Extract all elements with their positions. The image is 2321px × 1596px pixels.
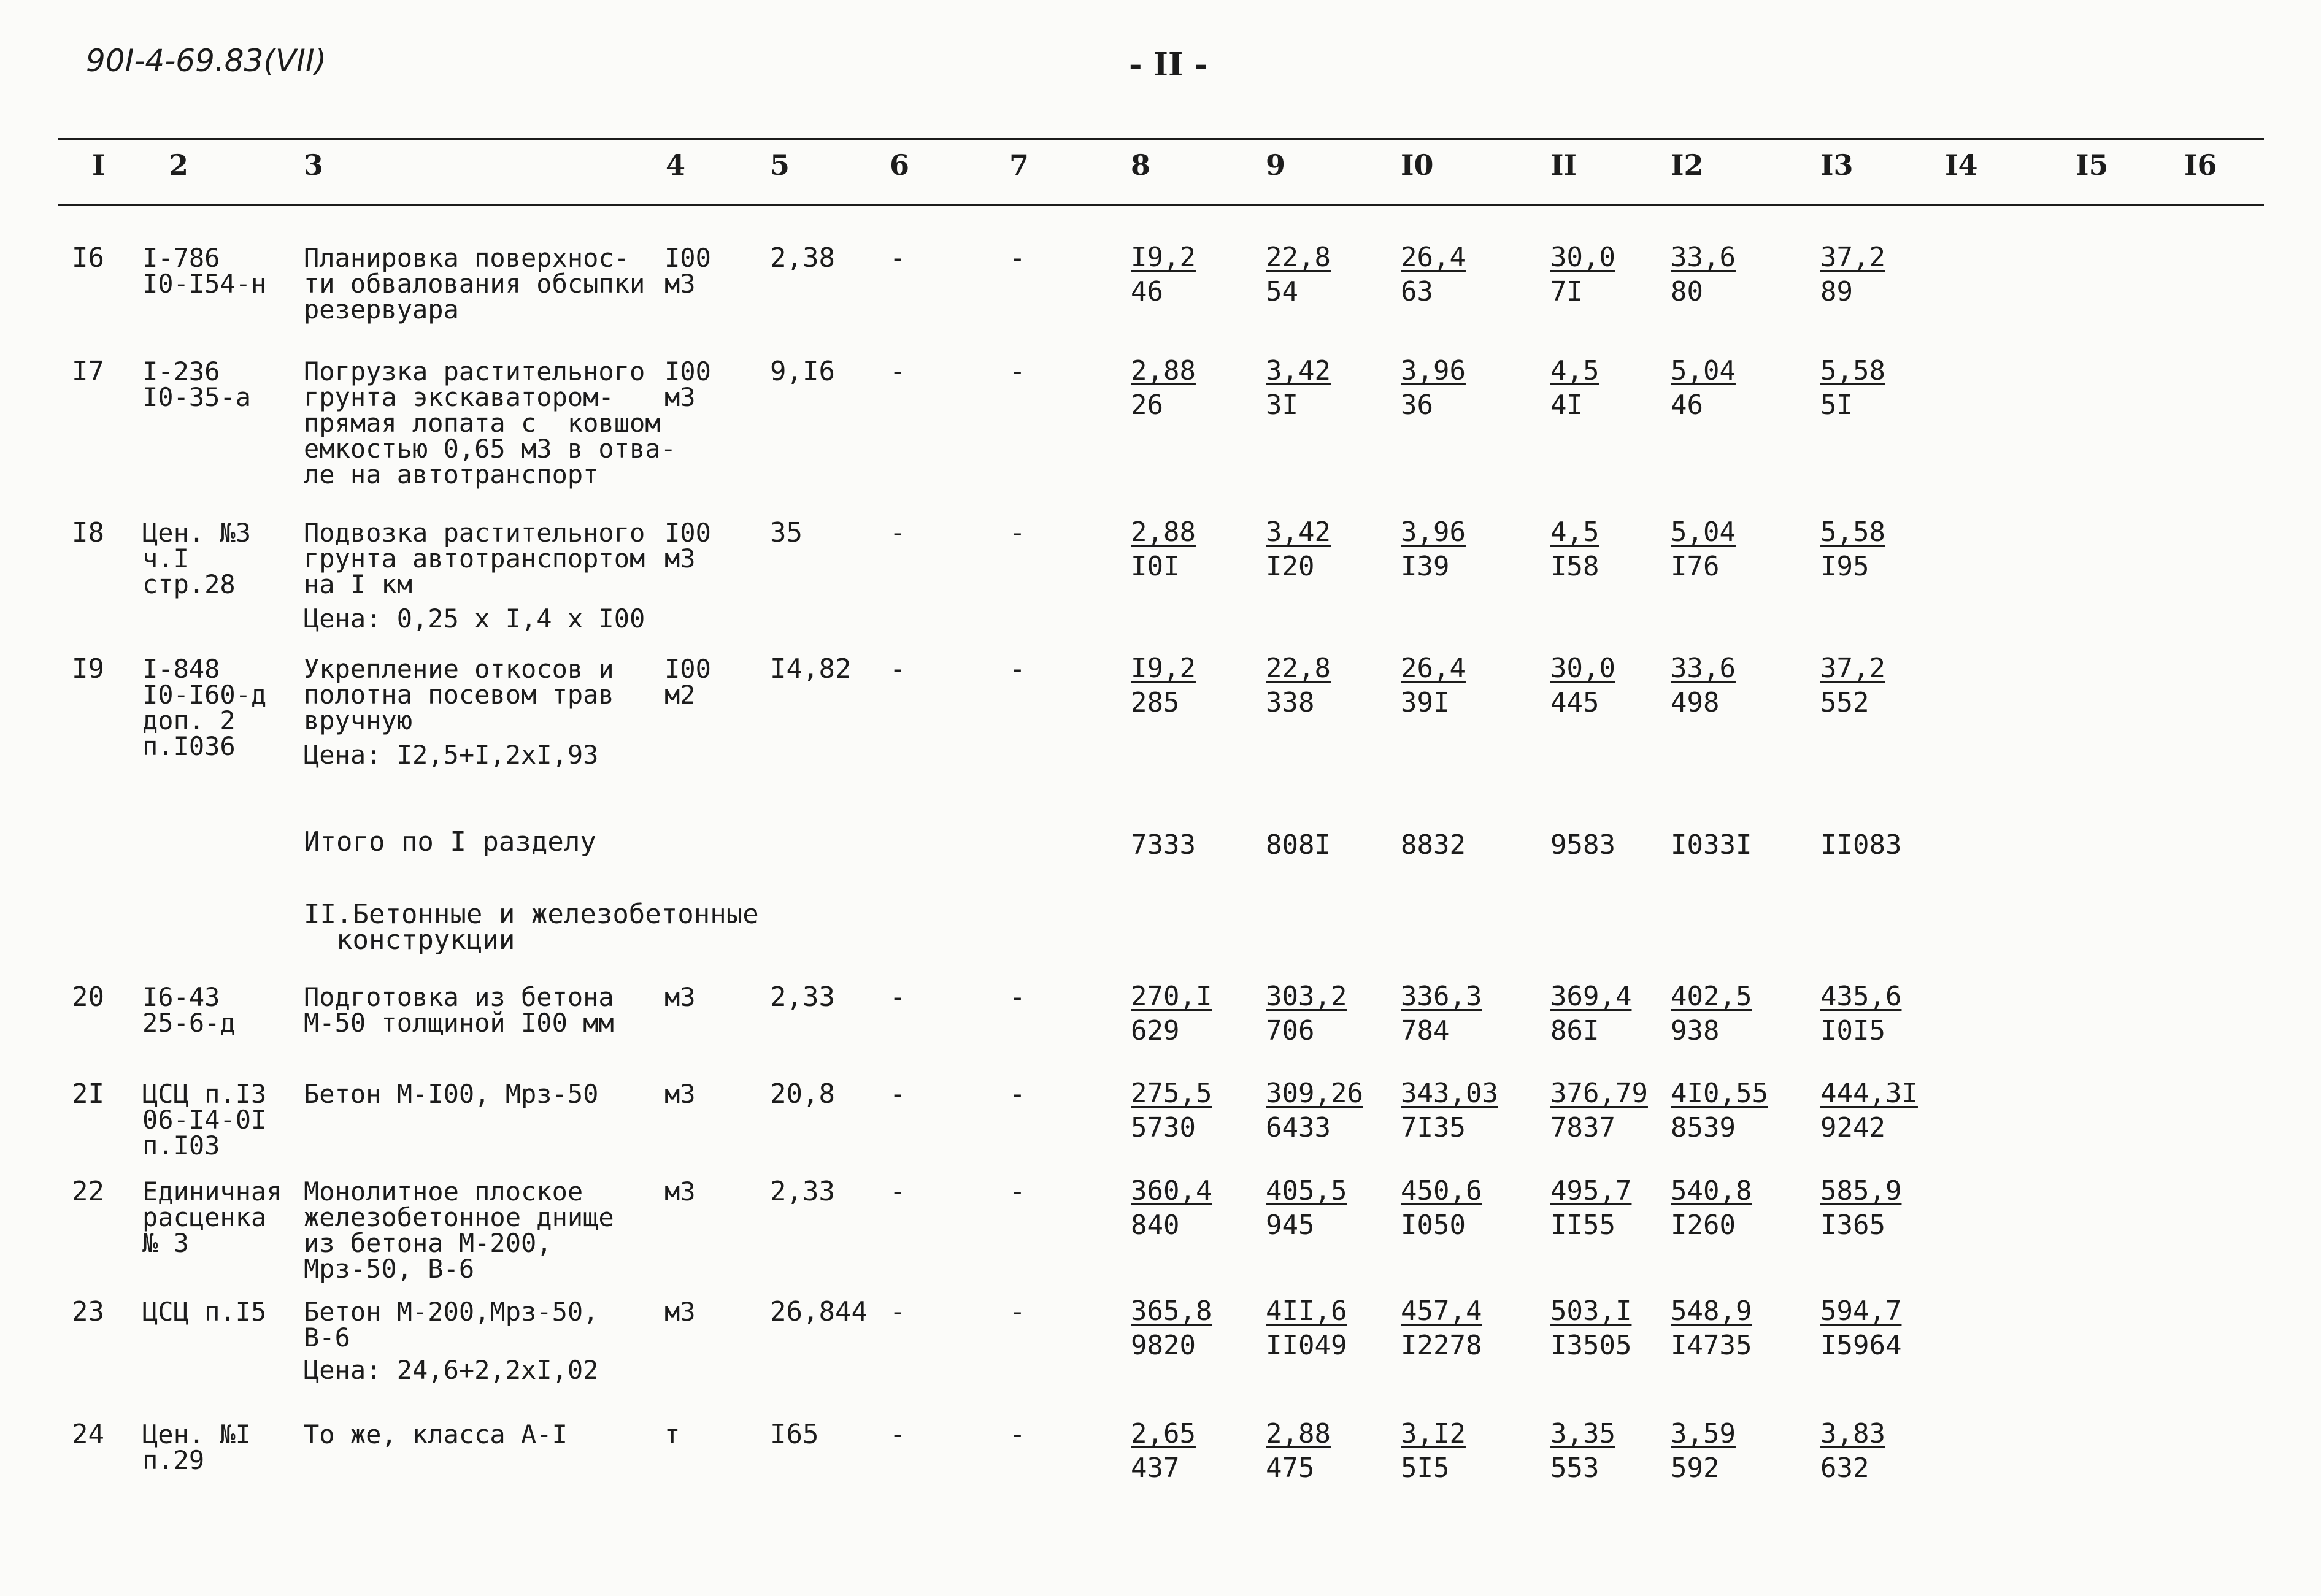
unit-price: 4,5 — [1550, 355, 1599, 386]
total-cost: I050 — [1401, 1210, 1466, 1241]
col-header-13: I3 — [1820, 148, 1853, 182]
total-cost: 7I35 — [1401, 1112, 1466, 1143]
price-cell — [1820, 654, 1885, 718]
col6-dash: - — [890, 1078, 906, 1110]
col7-dash: - — [1009, 517, 1026, 548]
unit-price: 450,6 — [1401, 1175, 1482, 1207]
price-cell — [1401, 356, 1466, 420]
unit-price: 2,88 — [1131, 355, 1196, 386]
total-cost: I4735 — [1671, 1330, 1752, 1361]
unit-price: 37,2 — [1820, 653, 1885, 684]
price-cell — [1266, 1079, 1363, 1143]
price-cell — [1266, 982, 1347, 1046]
unit-price: 457,4 — [1401, 1295, 1482, 1327]
total-cost: 4I — [1550, 389, 1583, 421]
section-title: II.Бетонные и железобетонные конструкции — [304, 899, 759, 956]
price-cell — [1266, 654, 1331, 718]
price-cell — [1550, 1079, 1648, 1143]
total-cost: 7I — [1550, 276, 1583, 307]
price-cell — [1131, 1419, 1196, 1483]
unit-price: 303,2 — [1266, 981, 1347, 1012]
unit-price: 3,83 — [1820, 1418, 1885, 1449]
total-cost: 552 — [1820, 687, 1869, 718]
price-cell — [1131, 1079, 1212, 1143]
total-cost: 5I — [1820, 389, 1853, 421]
col-header-16: I6 — [2184, 148, 2217, 182]
price-cell — [1131, 654, 1196, 718]
price-cell — [1401, 654, 1466, 718]
col7-dash: - — [1009, 1078, 1026, 1110]
unit-of-measure: м3 — [664, 1176, 696, 1207]
col7-dash: - — [1009, 1176, 1026, 1207]
col7-dash: - — [1009, 653, 1026, 685]
unit-of-measure: I00 м3 — [664, 356, 711, 412]
quantity: I4,82 — [770, 653, 852, 685]
unit-price: 365,8 — [1131, 1295, 1212, 1327]
row-number: I6 — [72, 242, 104, 274]
col-header-6: 6 — [890, 148, 910, 182]
total-cost: 437 — [1131, 1452, 1180, 1484]
unit-price: 3,96 — [1401, 516, 1466, 548]
price-cell — [1131, 243, 1196, 307]
unit-price: 4,5 — [1550, 516, 1599, 548]
unit-price: 37,2 — [1820, 242, 1885, 273]
unit-price: 5,04 — [1671, 355, 1736, 386]
total-cost: I365 — [1820, 1210, 1885, 1241]
col6-dash: - — [890, 1419, 906, 1450]
total-cost: 39I — [1401, 687, 1450, 718]
col6-dash: - — [890, 1176, 906, 1207]
price-cell — [1820, 1176, 1901, 1240]
price-cell — [1131, 1297, 1212, 1360]
price-cell — [1401, 1419, 1466, 1483]
price-cell — [1401, 243, 1466, 307]
unit-of-measure: м3 — [664, 982, 696, 1012]
header-top-rule — [58, 138, 2264, 140]
total-value-11: 9583 — [1550, 829, 1615, 861]
unit-price: 5,04 — [1671, 516, 1736, 548]
total-cost: 938 — [1671, 1015, 1720, 1046]
total-cost: 5730 — [1131, 1112, 1196, 1143]
unit-price: 435,6 — [1820, 981, 1902, 1012]
col-header-9: 9 — [1266, 148, 1286, 182]
work-description: То же, класса А-I — [304, 1419, 568, 1449]
unit-price: 336,3 — [1401, 981, 1482, 1012]
total-cost: 945 — [1266, 1210, 1315, 1241]
price-note: Цена: 0,25 х I,4 х I00 — [304, 604, 645, 634]
unit-price: 22,8 — [1266, 653, 1331, 684]
col-header-8: 8 — [1131, 148, 1151, 182]
price-cell — [1550, 1176, 1631, 1240]
unit-price: 30,0 — [1550, 653, 1615, 684]
price-cell — [1401, 982, 1482, 1046]
col7-dash: - — [1009, 981, 1026, 1013]
rate-code: I-786 I0-I54-н — [142, 243, 267, 299]
total-cost: I3505 — [1550, 1330, 1632, 1361]
price-cell — [1671, 1176, 1752, 1240]
col6-dash: - — [890, 517, 906, 548]
price-cell — [1671, 1297, 1752, 1360]
total-cost: 3I — [1266, 389, 1298, 421]
total-cost: 632 — [1820, 1452, 1869, 1484]
unit-price: 4II,6 — [1266, 1295, 1347, 1327]
unit-price: 548,9 — [1671, 1295, 1752, 1327]
total-cost: I39 — [1401, 551, 1450, 582]
unit-price: 376,79 — [1550, 1078, 1648, 1109]
unit-price: 275,5 — [1131, 1078, 1212, 1109]
work-description: Бетон М-200,Мрз-50, В-6 — [304, 1297, 599, 1352]
unit-price: 4I0,55 — [1671, 1078, 1768, 1109]
price-cell — [1550, 243, 1615, 307]
price-cell — [1266, 1176, 1347, 1240]
total-cost: II049 — [1266, 1330, 1347, 1361]
row-number: 20 — [72, 981, 104, 1013]
unit-price: 503,I — [1550, 1295, 1632, 1327]
col6-dash: - — [890, 981, 906, 1013]
unit-price: 3,35 — [1550, 1418, 1615, 1449]
unit-price: 360,4 — [1131, 1175, 1212, 1207]
total-cost: 706 — [1266, 1015, 1315, 1046]
unit-price: 369,4 — [1550, 981, 1632, 1012]
total-cost: 8539 — [1671, 1112, 1736, 1143]
total-cost: 553 — [1550, 1452, 1599, 1484]
total-cost: II55 — [1550, 1210, 1615, 1241]
total-cost: 46 — [1671, 389, 1703, 421]
rate-code: ЦСЦ п.I5 — [142, 1297, 267, 1327]
price-note: Цена: I2,5+I,2хI,93 — [304, 740, 599, 770]
price-cell — [1820, 1297, 1901, 1360]
total-cost: 63 — [1401, 276, 1433, 307]
total-cost: I58 — [1550, 551, 1599, 582]
price-cell — [1671, 356, 1736, 420]
price-cell — [1131, 356, 1196, 420]
col-header-15: I5 — [2076, 148, 2109, 182]
col-header-14: I4 — [1945, 148, 1978, 182]
col6-dash: - — [890, 1296, 906, 1327]
price-cell — [1550, 1297, 1631, 1360]
total-value-13: II083 — [1820, 829, 1902, 861]
price-cell — [1671, 243, 1736, 307]
total-cost: 36 — [1401, 389, 1433, 421]
total-cost: 592 — [1671, 1452, 1720, 1484]
row-number: I7 — [72, 356, 104, 387]
price-cell — [1266, 518, 1331, 581]
col-header-1: I — [92, 148, 106, 182]
work-description: Монолитное плоское железобетонное днище из бетона М-200, Мрз-50, В-6 — [304, 1176, 614, 1284]
row-number: 2I — [72, 1078, 104, 1110]
unit-price: 540,8 — [1671, 1175, 1752, 1207]
work-description: Бетон М-I00, Мрз-50 — [304, 1079, 599, 1109]
price-cell — [1820, 356, 1885, 420]
col7-dash: - — [1009, 1419, 1026, 1450]
rate-code: I6-43 25-6-д — [142, 982, 236, 1038]
total-cost: 46 — [1131, 276, 1163, 307]
unit-of-measure: м3 — [664, 1079, 696, 1109]
total-cost: I95 — [1820, 551, 1869, 582]
quantity: 2,33 — [770, 1176, 835, 1207]
row-number: 24 — [72, 1419, 104, 1450]
unit-price: 33,6 — [1671, 653, 1736, 684]
rate-code: I-848 I0-I60-д доп. 2 п.I036 — [142, 654, 267, 761]
unit-price: 444,3I — [1820, 1078, 1918, 1109]
price-cell — [1401, 1079, 1498, 1143]
unit-price: 22,8 — [1266, 242, 1331, 273]
total-cost: 498 — [1671, 687, 1720, 718]
quantity: 9,I6 — [770, 356, 835, 387]
rate-code: Цен. №3 ч.I стр.28 — [142, 518, 252, 599]
total-cost: 54 — [1266, 276, 1298, 307]
col6-dash: - — [890, 356, 906, 387]
unit-price: 26,4 — [1401, 242, 1466, 273]
unit-price: 343,03 — [1401, 1078, 1498, 1109]
price-cell — [1671, 1079, 1768, 1143]
col-header-10: I0 — [1401, 148, 1434, 182]
total-cost: 6433 — [1266, 1112, 1331, 1143]
total-cost: 80 — [1671, 276, 1703, 307]
work-description: Укрепление откосов и полотна посевом трав вручную — [304, 654, 614, 735]
row-number: I8 — [72, 517, 104, 548]
total-cost: 9242 — [1820, 1112, 1885, 1143]
header-bottom-rule — [58, 204, 2264, 206]
work-description: Погрузка растительного грунта экскаватором- прямая лопата с ковшом емкостью 0,65 м3 в отва- ле на автотранспорт — [304, 356, 676, 489]
price-cell — [1131, 1176, 1212, 1240]
unit-price: 2,88 — [1131, 516, 1196, 548]
unit-of-measure: I00 м3 — [664, 243, 711, 299]
col-header-2: 2 — [169, 148, 189, 182]
price-note: Цена: 24,6+2,2хI,02 — [304, 1355, 599, 1385]
col-header-3: 3 — [304, 148, 324, 182]
rate-code: I-236 I0-35-а — [142, 356, 252, 412]
total-cost: 26 — [1131, 389, 1163, 421]
quantity: 2,33 — [770, 981, 835, 1013]
total-cost: I76 — [1671, 551, 1720, 582]
price-cell — [1550, 356, 1599, 420]
unit-price: I9,2 — [1131, 242, 1196, 273]
row-number: 23 — [72, 1296, 104, 1327]
price-cell — [1550, 1419, 1615, 1483]
total-cost: 9820 — [1131, 1330, 1196, 1361]
total-cost: I20 — [1266, 551, 1315, 582]
total-cost: 629 — [1131, 1015, 1180, 1046]
col-header-12: I2 — [1671, 148, 1704, 182]
work-description: Подвозка растительного грунта автотранспортом на I км — [304, 518, 645, 599]
work-description: Планировка поверхнос- ти обвалования обсыпки резервуара — [304, 243, 645, 324]
col-header-4: 4 — [666, 148, 686, 182]
price-cell — [1820, 518, 1885, 581]
price-cell — [1820, 982, 1901, 1046]
unit-of-measure: т — [664, 1419, 680, 1449]
document-code: 90I-4-69.83(VII) — [86, 43, 327, 79]
price-cell — [1550, 982, 1631, 1046]
page-number: - II - — [1129, 46, 1208, 83]
price-cell — [1131, 518, 1196, 581]
col7-dash: - — [1009, 356, 1026, 387]
total-cost: 840 — [1131, 1210, 1180, 1241]
total-cost: 86I — [1550, 1015, 1599, 1046]
unit-price: 30,0 — [1550, 242, 1615, 273]
quantity: 2,38 — [770, 242, 835, 274]
unit-price: 585,9 — [1820, 1175, 1902, 1207]
price-cell — [1671, 518, 1736, 581]
price-cell — [1266, 1419, 1331, 1483]
price-cell — [1401, 1176, 1482, 1240]
price-cell — [1266, 356, 1331, 420]
total-cost: I260 — [1671, 1210, 1736, 1241]
col7-dash: - — [1009, 242, 1026, 274]
col7-dash: - — [1009, 1296, 1026, 1327]
unit-price: 3,I2 — [1401, 1418, 1466, 1449]
unit-price: 405,5 — [1266, 1175, 1347, 1207]
col6-dash: - — [890, 242, 906, 274]
price-cell — [1401, 518, 1466, 581]
price-cell — [1820, 1079, 1918, 1143]
price-cell — [1266, 1297, 1347, 1360]
unit-price: 26,4 — [1401, 653, 1466, 684]
price-cell — [1671, 982, 1752, 1046]
total-cost: I2278 — [1401, 1330, 1482, 1361]
price-cell — [1550, 654, 1615, 718]
quantity: 26,844 — [770, 1296, 868, 1327]
unit-price: 2,88 — [1266, 1418, 1331, 1449]
unit-price: 3,42 — [1266, 516, 1331, 548]
unit-price: 2,65 — [1131, 1418, 1196, 1449]
price-cell — [1550, 518, 1599, 581]
total-cost: 784 — [1401, 1015, 1450, 1046]
total-cost: 89 — [1820, 276, 1853, 307]
total-cost: I0I — [1131, 551, 1180, 582]
unit-price: 270,I — [1131, 981, 1212, 1012]
total-cost: 5I5 — [1401, 1452, 1450, 1484]
total-value-12: I033I — [1671, 829, 1752, 861]
rate-code: Цен. №I п.29 — [142, 1419, 252, 1475]
total-cost: I0I5 — [1820, 1015, 1885, 1046]
unit-price: 495,7 — [1550, 1175, 1632, 1207]
price-cell — [1820, 1419, 1885, 1483]
quantity: I65 — [770, 1419, 819, 1450]
row-number: 22 — [72, 1176, 104, 1207]
quantity: 35 — [770, 517, 803, 548]
rate-code: ЦСЦ п.I3 06-I4-0I п.I03 — [142, 1079, 267, 1161]
quantity: 20,8 — [770, 1078, 835, 1110]
unit-price: 3,96 — [1401, 355, 1466, 386]
unit-price: 309,26 — [1266, 1078, 1363, 1109]
unit-of-measure: I00 м2 — [664, 654, 711, 710]
price-cell — [1671, 1419, 1736, 1483]
total-cost: 445 — [1550, 687, 1599, 718]
col-header-5: 5 — [770, 148, 790, 182]
total-cost: 285 — [1131, 687, 1180, 718]
unit-of-measure: I00 м3 — [664, 518, 711, 574]
total-label: Итого по I разделу — [304, 826, 596, 857]
price-cell — [1820, 243, 1885, 307]
unit-price: 5,58 — [1820, 355, 1885, 386]
rate-code: Единичная расценка № 3 — [142, 1176, 282, 1258]
unit-price: I9,2 — [1131, 653, 1196, 684]
unit-price: 594,7 — [1820, 1295, 1902, 1327]
total-value-9: 808I — [1266, 829, 1331, 861]
total-value-10: 8832 — [1401, 829, 1466, 861]
unit-price: 5,58 — [1820, 516, 1885, 548]
unit-price: 3,42 — [1266, 355, 1331, 386]
unit-price: 3,59 — [1671, 1418, 1736, 1449]
unit-price: 402,5 — [1671, 981, 1752, 1012]
price-cell — [1131, 982, 1212, 1046]
row-number: I9 — [72, 653, 104, 685]
work-description: Подготовка из бетона М-50 толщиной I00 мм — [304, 982, 614, 1038]
total-value-8: 7333 — [1131, 829, 1196, 861]
col6-dash: - — [890, 653, 906, 685]
price-cell — [1401, 1297, 1482, 1360]
total-cost: 7837 — [1550, 1112, 1615, 1143]
col-header-11: II — [1550, 148, 1577, 182]
col-header-7: 7 — [1009, 148, 1030, 182]
total-cost: I5964 — [1820, 1330, 1902, 1361]
total-cost: 338 — [1266, 687, 1315, 718]
price-cell — [1266, 243, 1331, 307]
unit-price: 33,6 — [1671, 242, 1736, 273]
price-cell — [1671, 654, 1736, 718]
total-cost: 475 — [1266, 1452, 1315, 1484]
unit-of-measure: м3 — [664, 1297, 696, 1327]
